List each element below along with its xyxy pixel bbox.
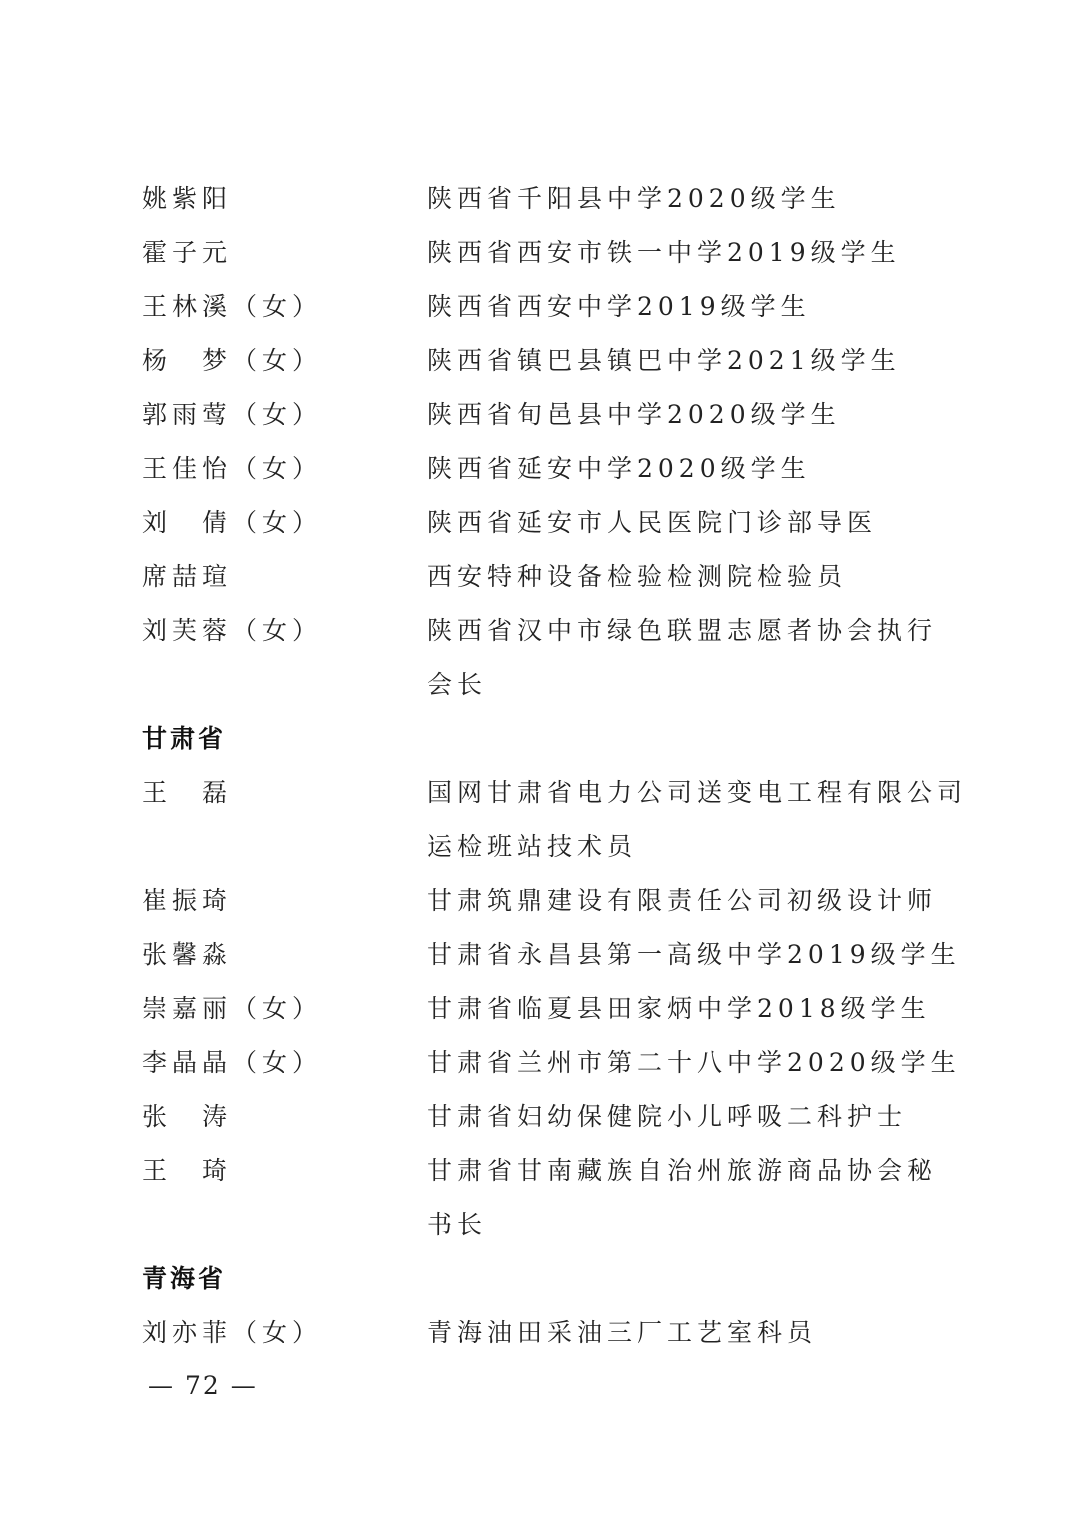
person-name: 王 磊 — [142, 778, 233, 807]
roster-entry — [142, 766, 968, 874]
person-description — [427, 496, 937, 550]
person-name: 刘芙蓉（女） — [142, 616, 323, 645]
roster-entry — [142, 388, 942, 442]
person-description — [427, 874, 937, 928]
person-name: 崇嘉丽（女） — [142, 994, 323, 1023]
person-description — [427, 1144, 937, 1252]
roster-entry — [142, 442, 942, 496]
roster-entry — [142, 1144, 942, 1252]
section-heading: 青海省 — [142, 1264, 227, 1293]
person-description — [427, 928, 961, 982]
person-description — [427, 766, 968, 874]
description-line: 陕西省延安中学2020级学生 — [427, 454, 811, 483]
description-line: 陕西省旬邑县中学2020级学生 — [427, 400, 841, 429]
person-description — [427, 388, 937, 442]
roster-entry — [142, 334, 942, 388]
description-line: 运检班站技术员 — [427, 832, 638, 861]
person-description — [427, 334, 937, 388]
person-name: 张 涛 — [142, 1102, 233, 1131]
description-line: 甘肃省甘南藏族自治州旅游商品协会秘 — [427, 1156, 938, 1185]
person-description — [427, 1036, 961, 1090]
person-name: 张馨淼 — [142, 940, 233, 969]
person-name: 郭雨莺（女） — [142, 400, 323, 429]
description-line: 青海油田采油三厂工艺室科员 — [427, 1318, 818, 1347]
roster-entry — [142, 172, 942, 226]
person-description — [427, 442, 937, 496]
roster-entry — [142, 982, 942, 1036]
roster-entry — [142, 1090, 942, 1144]
roster-entry — [142, 550, 942, 604]
roster-entry — [142, 604, 942, 712]
description-line: 甘肃省永昌县第一高级中学2019级学生 — [427, 940, 961, 969]
person-description — [427, 604, 937, 712]
roster-list — [142, 172, 968, 1360]
roster-entry — [142, 280, 942, 334]
person-name: 刘 倩（女） — [142, 508, 323, 537]
person-name: 王林溪（女） — [142, 292, 323, 321]
roster-entry — [142, 928, 961, 982]
person-description — [427, 1090, 937, 1144]
person-name: 杨 梦（女） — [142, 346, 323, 375]
description-line: 陕西省千阳县中学2020级学生 — [427, 184, 841, 213]
roster-entry — [142, 1306, 942, 1360]
person-description — [427, 982, 937, 1036]
person-name: 席喆瑄 — [142, 562, 233, 591]
description-line: 陕西省延安市人民医院门诊部导医 — [427, 508, 878, 537]
person-name: 刘亦菲（女） — [142, 1318, 323, 1347]
description-line: 陕西省西安市铁一中学2019级学生 — [427, 238, 901, 267]
person-description — [427, 172, 937, 226]
description-line: 甘肃省兰州市第二十八中学2020级学生 — [427, 1048, 961, 1077]
person-name: 王佳怡（女） — [142, 454, 323, 483]
description-line: 陕西省镇巴县镇巴中学2021级学生 — [427, 346, 901, 375]
description-line: 陕西省西安中学2019级学生 — [427, 292, 811, 321]
description-line: 甘肃省临夏县田家炳中学2018级学生 — [427, 994, 931, 1023]
roster-entry — [142, 874, 942, 928]
description-line: 甘肃省妇幼保健院小儿呼吸二科护士 — [427, 1102, 908, 1131]
description-line: 会长 — [427, 670, 488, 699]
person-name: 王 琦 — [142, 1156, 233, 1185]
person-name: 崔振琦 — [142, 886, 233, 915]
person-name: 霍子元 — [142, 238, 233, 267]
description-line: 西安特种设备检验检测院检验员 — [427, 562, 848, 591]
roster-entry — [142, 1036, 961, 1090]
person-name: 姚紫阳 — [142, 184, 233, 213]
person-description — [427, 550, 937, 604]
person-description — [427, 226, 937, 280]
page-number: — 72 — — [148, 1371, 258, 1400]
description-line: 陕西省汉中市绿色联盟志愿者协会执行 — [427, 616, 938, 645]
person-name: 李晶晶（女） — [142, 1048, 323, 1077]
roster-entry — [142, 496, 942, 550]
person-description — [427, 1306, 937, 1360]
description-line: 甘肃筑鼎建设有限责任公司初级设计师 — [427, 886, 938, 915]
person-description — [427, 280, 937, 334]
roster-entry — [142, 226, 942, 280]
section-heading: 甘肃省 — [142, 724, 227, 753]
description-line: 国网甘肃省电力公司送变电工程有限公司 — [427, 778, 968, 807]
description-line: 书长 — [427, 1210, 488, 1239]
